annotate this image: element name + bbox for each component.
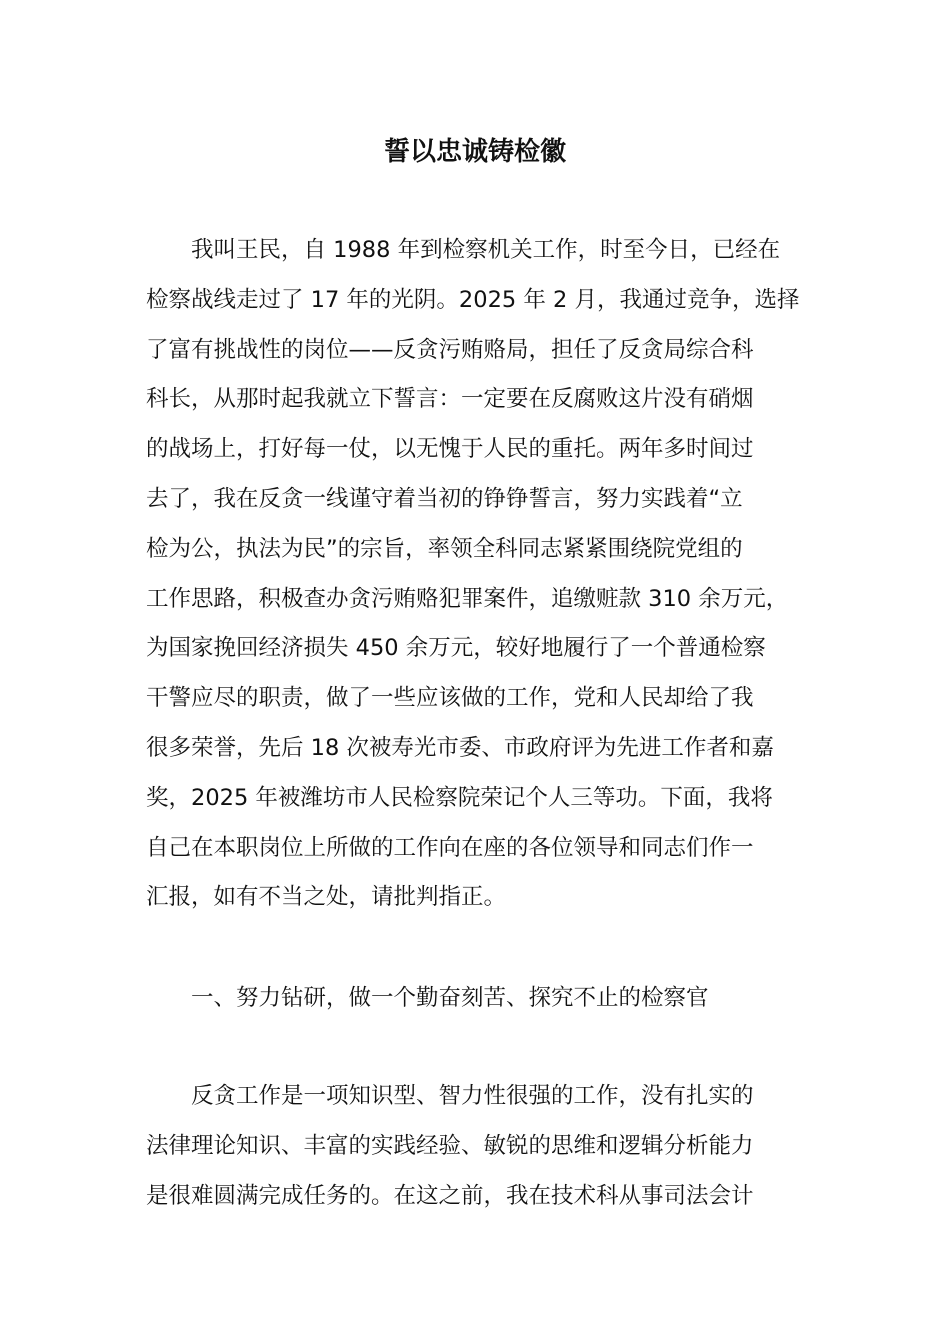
paragraph-line: 是很难圆满完成任务的。在这之前，我在技术科从事司法会计 [146, 1182, 754, 1209]
paragraph-line: 法律理论知识、丰富的实践经验、敏锐的思维和逻辑分析能力 [146, 1132, 754, 1159]
paragraph-line: 汇报，如有不当之处，请批判指正。 [146, 884, 507, 911]
paragraph-line: 工作思路，积极查办贪污贿赂犯罪案件，追缴赃款 310 余万元， [146, 585, 789, 612]
paragraph-line: 自己在本职岗位上所做的工作向在座的各位领导和同志们作一 [146, 834, 754, 861]
paragraph-line: 去了，我在反贪一线谨守着当初的铮铮誓言，努力实践着“立 [146, 485, 743, 512]
section-heading: 一、努力钻研，做一个勤奋刻苦、探究不止的检察官 [191, 985, 709, 1011]
paragraph-line: 了富有挑战性的岗位——反贪污贿赂局，担任了反贪局综合科 [146, 336, 754, 363]
paragraph-line: 我叫王民，自 1988 年到检察机关工作，时至今日，已经在 [191, 237, 781, 263]
paragraph-line: 科长，从那时起我就立下誓言：一定要在反腐败这片没有硝烟 [146, 386, 754, 413]
paragraph-line: 奖，2025 年被潍坊市人民检察院荣记个人三等功。下面，我将 [146, 784, 773, 811]
paragraph-line: 为国家挽回经济损失 450 余万元，较好地履行了一个普通检察 [146, 635, 766, 662]
paragraph-2 [146, 1072, 810, 1221]
paragraph-1 [146, 226, 810, 923]
paragraph-line: 检为公，执法为民”的宗旨，率领全科同志紧紧围绕院党组的 [146, 535, 743, 562]
paragraph-line: 很多荣誉，先后 18 次被寿光市委、市政府评为先进工作者和嘉 [146, 734, 774, 761]
paragraph-line: 的战场上，打好每一仗，以无愧于人民的重托。两年多时间过 [146, 436, 754, 463]
paragraph-line: 干警应尽的职责，做了一些应该做的工作，党和人民却给了我 [146, 685, 754, 712]
document-title: 誓以忠诚铸检徽 [383, 137, 566, 167]
paragraph-line: 检察战线走过了 17 年的光阴。2025 年 2 月，我通过竞争，选择 [146, 286, 800, 313]
paragraph-line: 反贪工作是一项知识型、智力性很强的工作，没有扎实的 [191, 1083, 754, 1109]
